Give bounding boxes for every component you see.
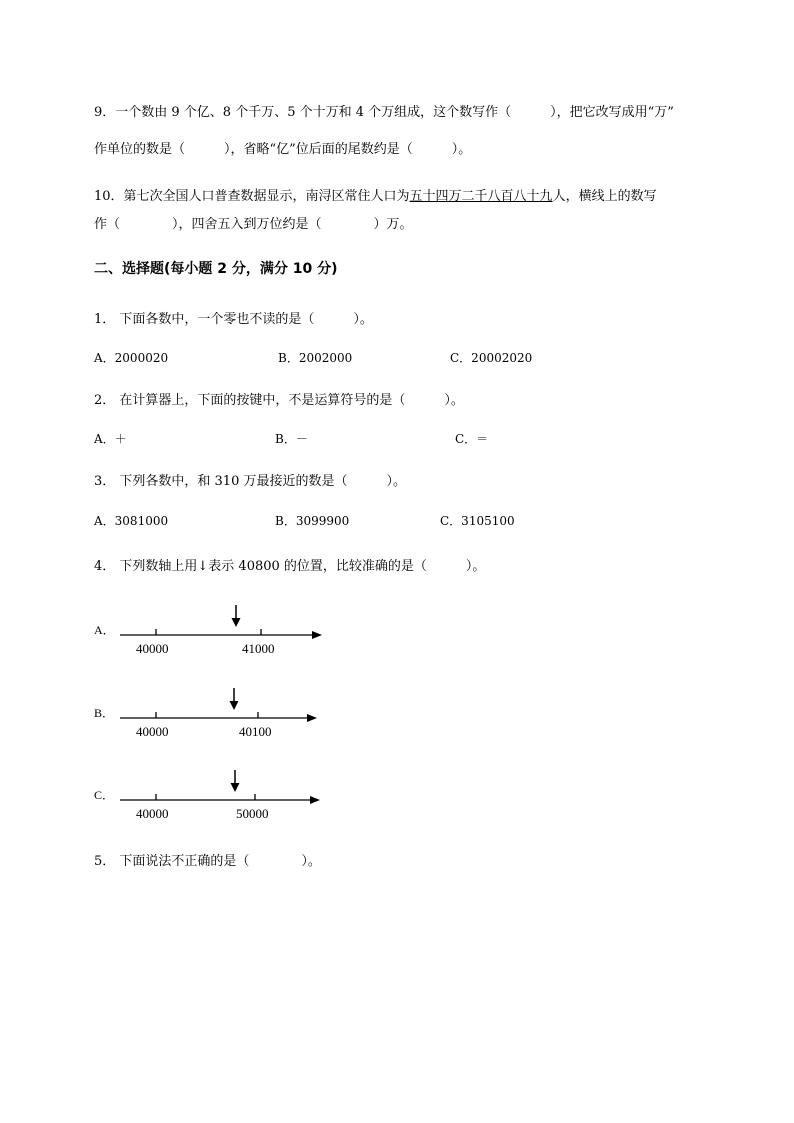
number-line-b-right-value: 40100: [239, 724, 272, 739]
question-1-option-c: C．20002020: [450, 351, 533, 365]
q10-underlined-number: 五十四万二千八百八十九: [409, 189, 553, 204]
number-line-b: [90, 683, 340, 745]
question-2-option-b: B．－: [275, 432, 308, 446]
q10-line1-after: 人，横线上的数写: [552, 189, 657, 204]
number-line-a-right-value: 41000: [242, 641, 275, 656]
q9-line1: 9．一个数由 9 个亿、8 个千万、5 个十万和 4 个万组成，这个数写作（ ），把它改写成用“万”: [94, 105, 674, 120]
question-2-stem: 2． 在计算器上，下面的按键中，不是运算符号的是（ ）。: [94, 393, 464, 408]
question-4-stem: 4． 下列数轴上用↓表示 40800 的位置，比较准确的是（ ）。: [94, 559, 486, 574]
number-line-a-arrowhead: [312, 631, 322, 639]
q9-line2: 作单位的数是（ ），省略“亿”位后面的尾数约是（ ）。: [94, 142, 472, 157]
number-line-b-left-value: 40000: [136, 724, 169, 739]
number-line-c-arrowhead: [310, 796, 320, 804]
number-line-c-left-value: 40000: [136, 806, 169, 821]
number-line-b-label: B．: [94, 706, 115, 720]
down-arrow-icon-head: [232, 618, 241, 627]
question-1-option-a: A．2000020: [94, 351, 169, 365]
question-2-option-a: A．＋: [94, 432, 127, 446]
q10-line2: 作（ ），四舍五入到万位约是（ ）万。: [94, 217, 413, 232]
number-line-c-label: C．: [94, 788, 115, 802]
question-3-option-a: A．3081000: [94, 514, 169, 528]
question-3-option-b: B．3099900: [275, 514, 350, 528]
number-line-b-arrowhead: [307, 714, 317, 722]
section-heading: 二、选择题(每小题 2 分，满分 10 分): [94, 261, 338, 277]
number-line-c-right-value: 50000: [236, 806, 269, 821]
number-line-a-label: A．: [94, 623, 115, 637]
number-line-c: [90, 765, 340, 827]
question-2-option-c: C．＝: [455, 432, 489, 446]
question-5-stem: 5． 下面说法不正确的是（ ）。: [94, 854, 321, 869]
number-line-a-left-value: 40000: [136, 641, 169, 656]
down-arrow-icon-head: [231, 783, 240, 792]
q10-line1-before: 10．第七次全国人口普查数据显示，南浔区常住人口为: [94, 189, 410, 204]
q10-line1: [94, 185, 657, 204]
question-3-option-c: C．3105100: [440, 514, 515, 528]
question-1-option-b: B．2002000: [278, 351, 353, 365]
question-1-stem: 1． 下面各数中，一个零也不读的是（ ）。: [94, 312, 373, 327]
question-3-stem: 3． 下列各数中，和 310 万最接近的数是（ ）。: [94, 474, 406, 489]
number-line-a: [90, 600, 340, 662]
down-arrow-icon-head: [230, 701, 239, 710]
